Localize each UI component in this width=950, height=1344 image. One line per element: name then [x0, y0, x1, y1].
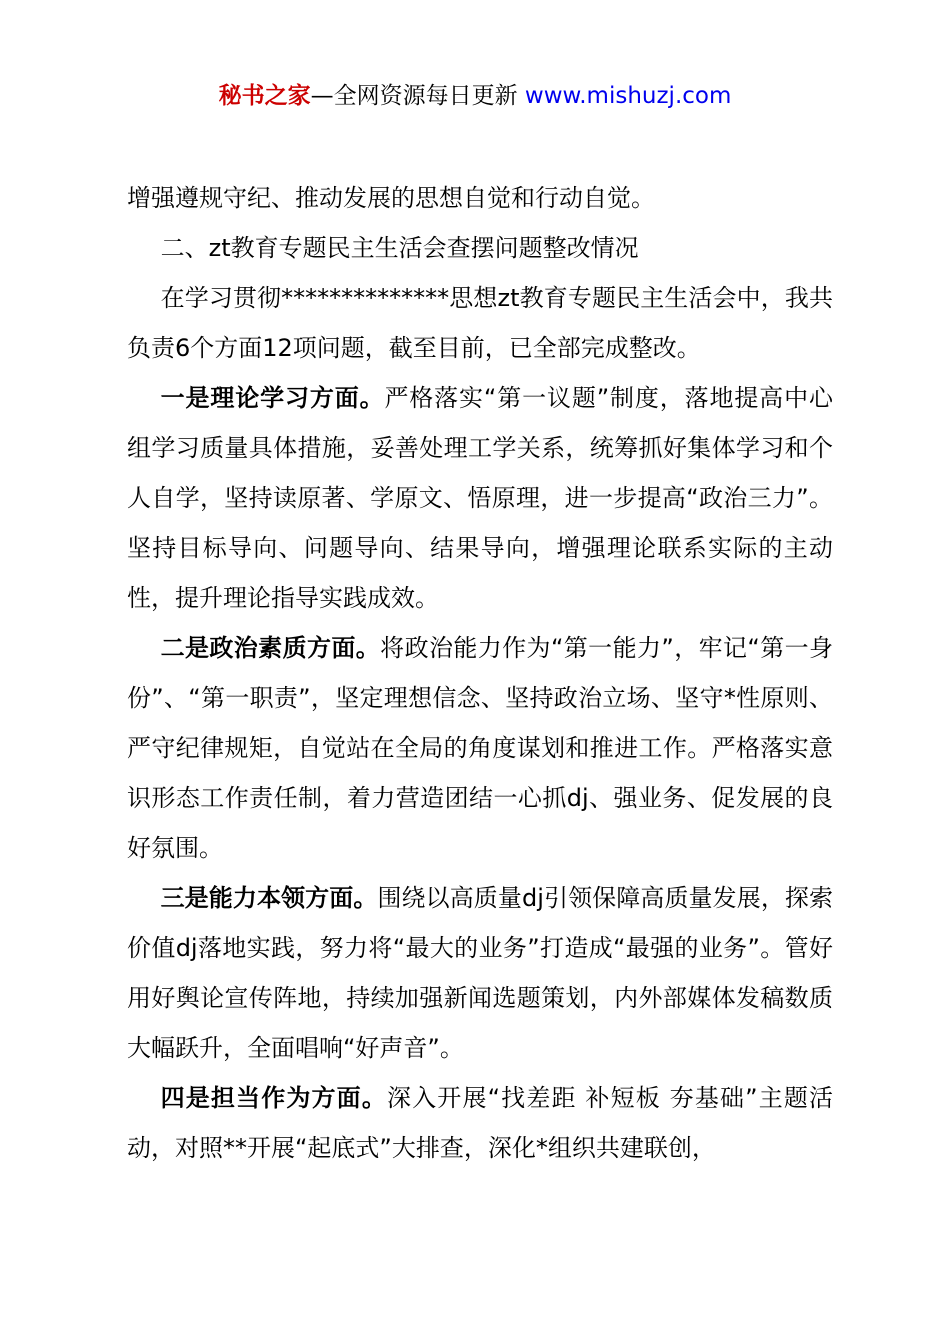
paragraph-text: 在学习贯彻**************思想zt教育专题民主生活会中，我共负责6个方面12项问题，截至目前，已全部完成整改。	[127, 284, 833, 362]
paragraph-responsibility	[127, 1073, 833, 1173]
section-heading	[127, 223, 833, 273]
header-brand: 秘书之家	[218, 83, 311, 109]
paragraph-text: 增强遵规守纪、推动发展的思想自觉和行动自觉。	[127, 184, 655, 212]
header-tagline: —全网资源每日更新	[310, 83, 525, 109]
paragraph-text: 将政治能力作为“第一能力”，牢记“第一身份”、“第一职责”，坚定理想信念、坚持政治立场、坚守*性原则、严守纪律规矩，自觉站在全局的角度谋划和推进工作。严格落实意识形态工作责任制，着力营造团结一心抓dj、强业务、促发展的良好氛围。	[127, 634, 833, 862]
paragraph-ability	[127, 873, 833, 1073]
paragraph-lead: 二是政治素质方面。	[160, 634, 381, 662]
paragraph-text: 围绕以高质量dj引领保障高质量发展，探索价值dj落地实践，努力将“最大的业务”打造成“最强的业务”。管好用好舆论宣传阵地，持续加强新闻选题策划，内外部媒体发稿数质大幅跃升，全面唱响“好声音”。	[127, 884, 834, 1062]
page-header	[0, 80, 950, 112]
header-url-link[interactable]: www.mishuzj.com	[524, 83, 732, 109]
paragraph-lead: 四是担当作为方面。	[160, 1084, 387, 1112]
paragraph-lead: 三是能力本领方面。	[160, 884, 378, 912]
paragraph-text: 严格落实“第一议题”制度，落地提高中心组学习质量具体措施，妥善处理工学关系，统筹抓好集体学习和个人自学，坚持读原著、学原文、悟原理，进一步提高“政治三力”。坚持目标导向、问题导向、结果导向，增强理论联系实际的主动性，提升理论指导实践成效。	[127, 384, 833, 612]
paragraph-continuation	[127, 173, 833, 223]
paragraph-intro	[127, 273, 833, 373]
section-heading-text: 二、zt教育专题民主生活会查摆问题整改情况	[160, 234, 639, 262]
paragraph-lead: 一是理论学习方面。	[160, 384, 385, 412]
document-body	[127, 173, 833, 1173]
paragraph-political-quality	[127, 623, 833, 873]
paragraph-text: 深入开展“找差距 补短板 夯基础”主题活动，对照**开展“起底式”大排查，深化*组织共建联创，	[127, 1084, 834, 1162]
paragraph-theory-study	[127, 373, 833, 623]
